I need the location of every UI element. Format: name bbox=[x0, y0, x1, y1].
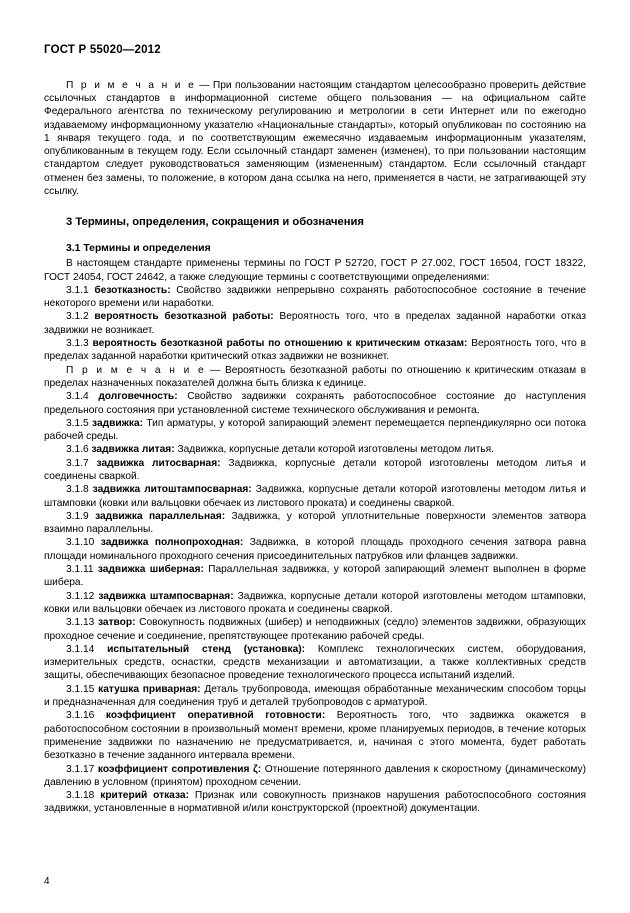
term-number: 3.1.2 bbox=[66, 311, 95, 323]
note-paragraph-1 bbox=[44, 79, 586, 199]
term-label: коэффициент оперативной готовности: bbox=[105, 710, 326, 722]
term-definition: Комплекс технологических систем, оборудования, измерительных средств, оснастки, средств механизации и автоматизации, а также коллективных средств защиты, обеспечивающих безопасное проведение технологического процесса испытаний изделий. bbox=[44, 643, 587, 682]
term-definition: Задвижка, корпусные детали которой изготовлены методом литья и штамповки (ковки или вальцовки обечаек из листового проката) и соединены сваркой. bbox=[44, 484, 586, 509]
term-label: затвор: bbox=[97, 617, 136, 629]
note-paragraph-2 bbox=[44, 364, 586, 391]
term-number: 3.1.5 bbox=[66, 417, 93, 429]
term-number: 3.1.8 bbox=[66, 484, 93, 496]
term-definition: Тип арматуры, у которой запирающий элемент перемещается перпендикулярно оси потока рабочей среды. bbox=[44, 417, 586, 443]
term-definition: Вероятность того, что задвижка окажется в работоспособном состоянии в произвольный момент времени, кроме планируемых периодов, в течение которых применение задвижки по назначению не предусматривается, и, начиная с этого момента, будет работать безотказно в течение заданного интервала времени. bbox=[44, 710, 586, 762]
term-number: 3.1.15 bbox=[66, 683, 99, 695]
document-header: ГОСТ Р 55020—2012 bbox=[44, 44, 161, 56]
note-label-2: П р и м е ч а н и е bbox=[66, 364, 206, 376]
term-label: задвижка шиберная: bbox=[97, 564, 204, 576]
note-text-1: — При пользовании настоящим стандартом целесообразно проверить действие ссылочных стандартов в информационной системе общего пользования — на официальном сайте Федерального агентства по техническому регулированию и метрологии в сети Интернет или по ежегодно издаваемому информационному указателю «Национальные стандарты», который опубликован по состоянию на 1 января текущего года, и по соответствующим ежемесячно издаваемым информационным указателям, опубликованным в текущем году. Если ссылочный стандарт заменен (изменен), то при пользовании настоящим стандартом следует руководствоваться заменяющим (измененным) стандартом. Если ссылочный стандарт отменен без замены, то положение, в котором дана ссылка на него, применяется в части, не затрагивающей эту ссылку. bbox=[44, 79, 586, 198]
term-label: задвижка литоштампосварная: bbox=[92, 484, 252, 496]
term-number: 3.1.7 bbox=[66, 457, 97, 469]
term-number: 3.1.10 bbox=[66, 537, 101, 549]
term-definition: Задвижка, корпусные детали которой изготовлены методом штамповки, ковки или вальцовки обечаек из листового проката и соединены сваркой. bbox=[44, 590, 587, 615]
term-item-3-1-17 bbox=[44, 763, 586, 790]
term-definition: Совокупность подвижных (шибер) и неподвижных (седло) элементов задвижки, образующих проходное сечение и соединение, препятствующее протеканию рабочей среды. bbox=[44, 617, 587, 642]
term-item-3-1-18 bbox=[44, 789, 586, 816]
intro-paragraph: В настоящем стандарте применены термины по ГОСТ Р 52720, ГОСТ Р 27.002, ГОСТ 16504, ГОСТ 18322, ГОСТ 24054, ГОСТ 24642, а также следующие термины с соответствующими определениями: bbox=[44, 258, 586, 283]
term-definition: Задвижка, корпусные детали которой изготовлены методом литья. bbox=[174, 444, 494, 456]
term-item-3-1-16 bbox=[44, 709, 586, 762]
term-definition: Задвижка, корпусные детали которой изготовлены методом литья и соединены сваркой. bbox=[44, 457, 586, 482]
term-item-3-1-14 bbox=[44, 643, 586, 683]
term-item-3-1-12 bbox=[44, 590, 586, 617]
term-number: 3.1.9 bbox=[66, 510, 96, 522]
term-label: критерий отказа: bbox=[100, 790, 189, 802]
term-item-3-1-4 bbox=[44, 390, 586, 417]
term-item-3-1-13 bbox=[44, 616, 586, 643]
term-definition: Деталь трубопровода, имеющая обработанные механическим способом торцы и предназначенная для соединения труб и деталей трубопроводов с арматурой. bbox=[44, 683, 586, 709]
term-number: 3.1.11 bbox=[66, 564, 98, 576]
term-label: вероятность безотказной работы по отношению к критическим отказам: bbox=[92, 338, 468, 350]
term-number: 3.1.14 bbox=[66, 643, 108, 655]
term-definition: Вероятность того, что в пределах заданной наработки отказ задвижки не возникает. bbox=[44, 311, 586, 336]
term-definition: Отношение потерянного давления к скоростному (динамическому) давлению в условном (принятом) проходном сечении. bbox=[44, 763, 586, 788]
term-definition: Вероятность того, что в пределах заданной наработки критический отказ задвижки не возникнет. bbox=[44, 338, 586, 363]
page-number: 4 bbox=[44, 876, 50, 887]
term-definition: Задвижка, в которой площадь проходного сечения затвора равна площади номинального проходного сечения присоединительных патрубков или фланцев задвижки. bbox=[44, 537, 586, 562]
term-number: 3.1.17 bbox=[66, 763, 98, 775]
term-number: 3.1.13 bbox=[66, 617, 98, 629]
term-item-3-1-15 bbox=[44, 683, 586, 710]
term-number: 3.1.18 bbox=[66, 790, 101, 802]
term-label: катушка приварная: bbox=[98, 683, 201, 695]
term-label: испытательный стенд (установка): bbox=[107, 643, 306, 655]
note-label-1: П р и м е ч а н и е bbox=[66, 79, 196, 91]
term-item-3-1-11 bbox=[44, 563, 586, 590]
term-label: задвижка параллельная: bbox=[95, 510, 226, 522]
section-title: 3 Термины, определения, сокращения и обозначения bbox=[66, 216, 364, 229]
term-definition: Свойство задвижки сохранять работоспособное состояние до наступления предельного состояния при установленной системе технического обслуживания и ремонта. bbox=[44, 391, 586, 416]
term-label: безотказность: bbox=[94, 284, 171, 296]
term-definition: Задвижка, у которой уплотнительные поверхности элементов затвора взаимно параллельны. bbox=[44, 510, 586, 536]
term-label: коэффициент сопротивления ζ: bbox=[97, 763, 262, 775]
term-item-3-1-7 bbox=[44, 457, 586, 484]
term-number: 3.1.4 bbox=[66, 391, 99, 403]
term-number: 3.1.12 bbox=[66, 590, 99, 602]
term-item-3-1-3 bbox=[44, 337, 586, 364]
term-number: 3.1.6 bbox=[66, 444, 92, 456]
term-number: 3.1.16 bbox=[66, 710, 106, 722]
term-definition: Свойство задвижки непрерывно сохранять работоспособное состояние в течение некоторого времени или наработки. bbox=[44, 284, 586, 310]
term-number: 3.1.1 bbox=[66, 284, 95, 296]
term-item-3-1-2 bbox=[44, 310, 586, 337]
note-text-2: — Вероятность безотказной работы по отношению к критическим отказам в пределах назначенных показателей должна быть близка к единице. bbox=[44, 364, 586, 389]
term-item-3-1-9 bbox=[44, 510, 586, 537]
term-definition: Параллельная задвижка, у которой запирающий элемент выполнен в форме шибера. bbox=[44, 564, 587, 589]
term-label: задвижка штампосварная: bbox=[98, 590, 234, 602]
term-number: 3.1.3 bbox=[66, 338, 93, 350]
term-label: долговечность: bbox=[98, 391, 178, 403]
term-label: задвижка литосварная: bbox=[96, 457, 221, 469]
term-item-3-1-1 bbox=[44, 284, 586, 311]
term-item-3-1-6 bbox=[44, 443, 586, 456]
term-item-3-1-5 bbox=[44, 417, 586, 444]
term-label: задвижка: bbox=[92, 417, 143, 429]
term-definition: Признак или совокупность признаков нарушения работоспособного состояния задвижки, установленные в нормативной и/или конструкторской (проектной) документации. bbox=[44, 790, 586, 815]
term-label: задвижка полнопроходная: bbox=[100, 537, 244, 549]
term-item-3-1-10 bbox=[44, 536, 586, 563]
term-item-3-1-8 bbox=[44, 483, 586, 510]
term-label: задвижка литая: bbox=[91, 444, 175, 456]
subsection-title: 3.1 Термины и определения bbox=[66, 242, 211, 254]
term-label: вероятность безотказной работы: bbox=[94, 311, 274, 323]
